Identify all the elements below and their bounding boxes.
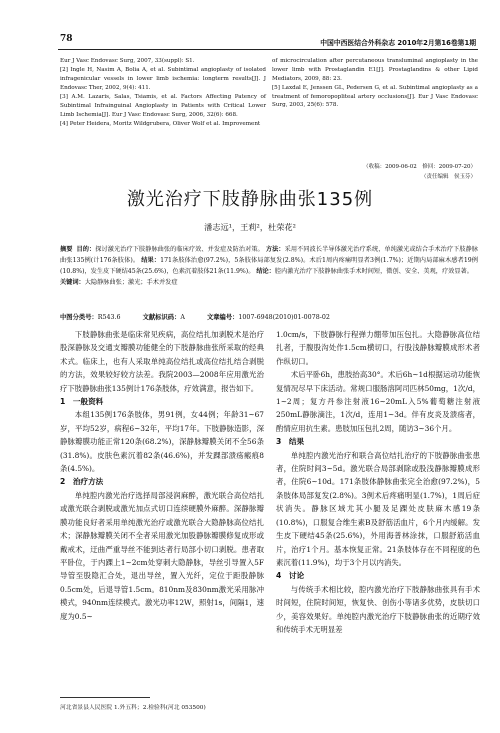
body-column-left	[60, 328, 264, 623]
journal-header: 中国中西医结合外科杂志 2010年2月第16卷第1期	[320, 39, 476, 47]
conclusion-label: 结论：	[256, 268, 275, 275]
received-info	[363, 162, 476, 182]
page-number: 78	[60, 34, 73, 44]
article-id-label: 文章编号：	[206, 314, 239, 321]
section-paragraph: 1.0cm/s，下肢静脉行程弹力绷带加压包扎。大隐静脉高位结扎者，于腹股沟处作1.5cm横切口，行股浅静脉瓣膜成形术者作纵切口。	[276, 330, 480, 366]
header-rule	[58, 49, 478, 50]
section-paragraph: 本组135例176条肢体，男91例，女44例；年龄31~67岁，平均52岁，病程6~32年，平均17年。下肢静脉造影，深静脉瓣膜功能正常120条(68.2%)，深静脉瓣膜关闭不全56条(31.8%)。皮肤色素沉着82条(46.6%)，并发踝部溃疡瘢痕8条(4.5%)。	[60, 410, 264, 474]
doc-code-label: 文献标识码：	[142, 314, 181, 321]
reference-item: [3] A.M. Lazaris, Salas, Tsiamis, et al. Factors Affecting Patency of Subintimal Infrainguinal Angioplasty in Patients with Critical Lower Limb Ischemia[J]. Eur J Vasc Endovasc Surg, 2006, 32(6): 668.	[60, 93, 266, 118]
section-paragraph: 与传统手术相比较，腔内激光治疗下肢静脉曲张具有手术时间短，住院时间短，恢复快、创伤小等诸多优势，皮肤切口少，美容效果好。单纯腔内激光治疗下肢静脉曲张的近期疗效和传统手术无明显差	[276, 584, 480, 634]
footnote-rule	[60, 697, 150, 698]
section-paragraph: 单纯腔内激光治疗选择局部浸润麻醉，激光联合高位结扎或激光联合剥脱或激光加点式切口连续硬膜外麻醉。深静脉瓣膜功能良好者采用单纯激光治疗或激光联合大隐静脉高位结扎术；深静脉瓣膜关闭不全者采用激光加股静脉瓣膜修复成形或戴戒术，迂曲严重导丝不能到达者行局部小切口剥脱。患者取平卧位，于内踝上1~2cm处穿刺大隐静脉，导丝引导置入5F导管至股隐汇合处，退出导丝，置入光纤，定位于距股静脉0.5cm处，后退导管1.5cm。810nm及830nm激光采用脉冲模式，940nm连续模式。激光功率12W，照射1s，间隔1，速度为0.5~	[60, 490, 264, 621]
abstract-result: 171条肢体治愈(97.2%)，5条肢体局部复发(2.8%)。术后1周内疼痛明显者3例(1.7%)；近期内局部麻木感者19例(10.8%)，发生皮下硬结45条(25.6%)，色素沉着肢体21条(11.9%)。	[60, 257, 478, 275]
intro-paragraph: 下肢静脉曲张是临床常见疾病，高位结扎加剥脱术是治疗股深静脉及交通支瓣膜功能健全的下肢静脉曲张所采取的经典术式。临床上，也有人采取单纯高位结扎或高位结扎结合剥脱的方法，效果较好较方法差。我院2003—2008年应用激光治疗下肢静脉曲张135例计176条肢体，疗效满意，报告如下。	[60, 330, 264, 393]
reference-item: of microcirculation after percutaneous transluminal angioplasty in the lower limb with Prostaglandin E1[J]. Prostaglandins & other Lipid Mediators, 2009, 88: 23.	[272, 58, 478, 82]
section-paragraph: 单纯腔内激光治疗和联合高位结扎治疗的下肢静脉曲张患者，住院时间3~5d。激光联合局部剥除或股浅静脉瓣膜成形者，住院6~10d。171条肢体静脉曲张完全治愈(97.2%)，5条肢体局部复发(2.8%)。3例术后疼痛明显(1.7%)，1周后症状消失。静脉区域尤其小腿及足踝处皮肤麻木感19条(10.8%)，口服复合维生素B及舒筋活血片，6个月内缓解。发生皮下硬结45条(25.6%)，外用海普林涂抹，口服舒筋活血片，治疗1个月。基本恢复正常。21条肢体存在不同程度的色素沉着(11.9%)，均于3个月以内消失。	[276, 450, 480, 567]
keywords-label: 关键词：	[60, 279, 85, 286]
abstract-objective: 探讨激光治疗下肢静脉曲张的临床疗效、并发症及防治对策。	[95, 246, 264, 253]
abstract-keywords: 大隐静脉曲张；激光；手术并发症	[84, 279, 178, 286]
received-dates: （收稿：2009-06-02 修回：2009-07-20）	[363, 164, 476, 170]
doc-code: A	[180, 314, 185, 321]
reference-item: [4] Peter Heidera, Moritz Wildgrubera, Oliver Wolf et al. Improvement	[60, 120, 261, 127]
section-paragraph: 术后平卧6h，患肢抬高30°。术后6h~1d根据运动功能恢复情况尽早下床活动。常规口服肠溶阿司匹林50mg，1次/d，1~2周；复方丹参注射液16~20mL入5%葡萄糖注射液250mL静脉滴注，1次/d，连用1~3d。伴有皮炎及溃疡者，酌情应用抗生素。患肢加压包扎2周，随访3~36个月。	[276, 370, 480, 433]
section-heading: 1 一般资料	[60, 397, 104, 407]
section-heading: 3 结果	[276, 437, 305, 447]
section-heading: 4 讨论	[276, 571, 305, 581]
references-left	[60, 57, 266, 129]
body-column-right	[276, 328, 480, 636]
abstract-conclusion: 腔内激光治疗下肢静脉曲张手术时间短，微创、安全、美观，疗效显著。	[274, 268, 473, 275]
responsible-editor: （责任编辑 侯玉芬）	[420, 174, 476, 180]
reference-item: Eur J Vasc Endovasc Surg, 2007, 33(suppl): S1.	[60, 58, 195, 64]
abstract	[60, 244, 478, 288]
method-label: 方法：	[265, 246, 285, 253]
clc-label: 中图分类号：	[60, 314, 98, 321]
footnote-affiliation: 河北省景县人民医院 1.外五科；2.检验科(河北 053500)	[60, 705, 206, 711]
section-heading: 2 治疗方法	[60, 477, 104, 487]
references-right	[272, 57, 478, 111]
reference-item: [5] Laxdal E, Jenssen GL, Pedersen G, et al. Subintimal angioplasty as a treatment of femoropopliteal artery occlusions[J]. Eur J Vasc Endovasc Surg, 2003, 25(6): 578.	[272, 84, 478, 109]
article-id: 1007-6948(2010)01-0078-02	[238, 314, 330, 321]
objective-label: 目的：	[76, 246, 96, 253]
abstract-method: 采用不同波长半导体激光治疗系统，单纯激光或结合手术治疗下肢静脉曲张135例(计176条肢体)。	[60, 246, 479, 264]
abstract-label: 摘要	[60, 246, 73, 253]
result-label: 结果：	[141, 257, 161, 264]
article-meta	[60, 312, 478, 321]
clc-number: R543.6	[97, 314, 121, 321]
article-title: 激光治疗下肢静脉曲张135例	[126, 189, 374, 210]
reference-item: [2] Ingle H, Nasim A, Bolia A, et al. Subintimal angioplasty of isolated infragenicular vessels in lower limb ischemia: longterm results[J]. J Endovasc Ther, 2002, 9(4): 411.	[60, 67, 266, 91]
article-authors: 潘志远¹，王莉²，杜荣花²	[204, 222, 296, 232]
